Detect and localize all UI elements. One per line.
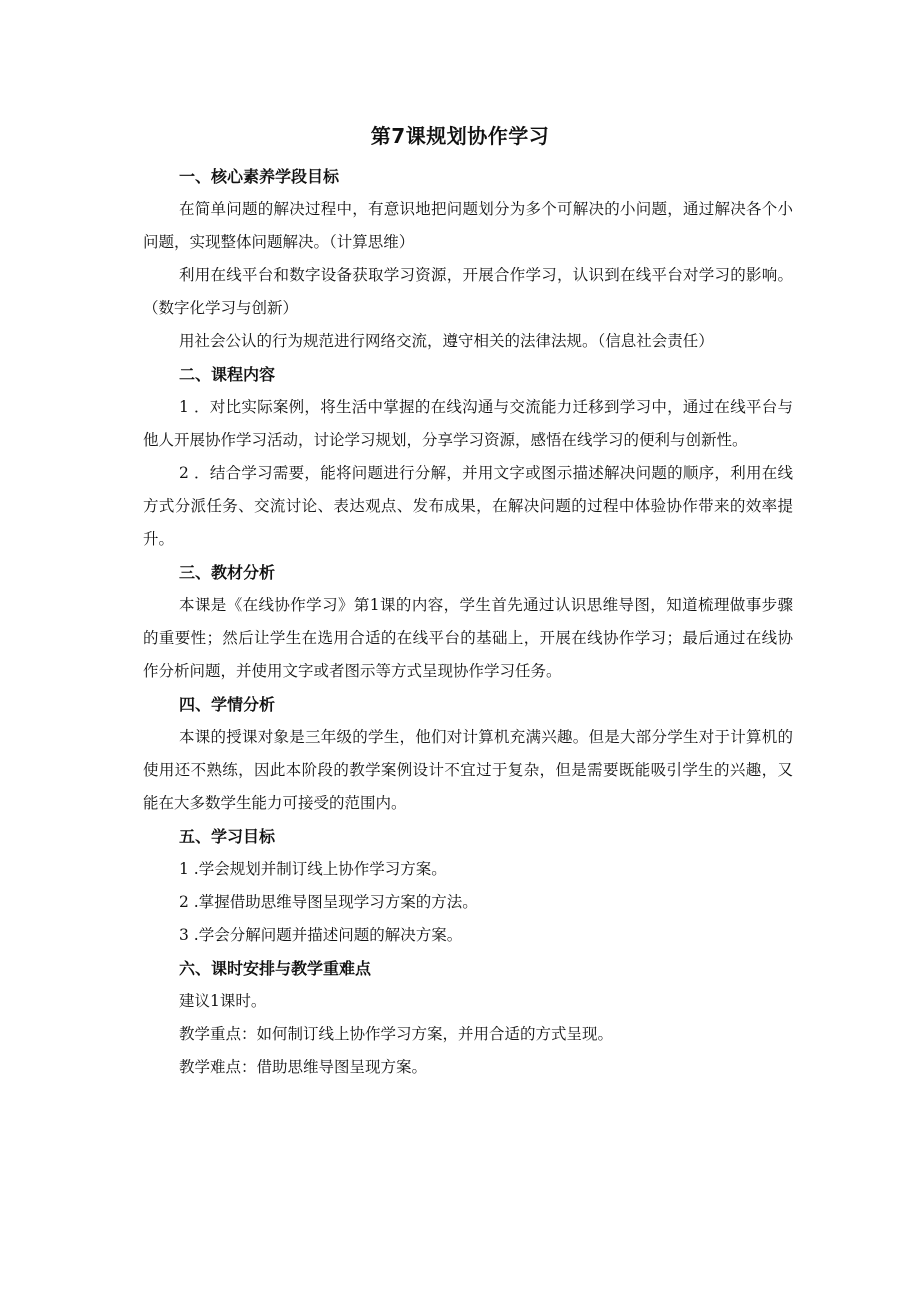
section-heading: 三、教材分析 <box>179 563 276 582</box>
list-item: 3 .学会分解问题并描述问题的解决方案。 <box>179 926 463 944</box>
list-item: 建议1课时。 <box>179 992 267 1010</box>
list-item: 2 .掌握借助思维导图呈现学习方案的方法。 <box>179 893 478 911</box>
section-core-literacy-goals <box>143 160 793 358</box>
section-heading: 一、核心素养学段目标 <box>179 167 340 186</box>
paragraph: 2 ．结合学习需要，能将问题进行分解，并用文字或图示描述解决问题的顺序，利用在线方式分派任务、交流讨论、表达观点、发布成果，在解决问题的过程中体验协作带来的效率提升。 <box>143 464 793 548</box>
paragraph: 1 ．对比实际案例，将生活中掌握的在线沟通与交流能力迁移到学习中，通过在线平台与他人开展协作学习活动，讨论学习规划，分享学习资源，感悟在线学习的便利与创新性。 <box>143 398 793 449</box>
section-heading: 二、课程内容 <box>179 365 276 384</box>
paragraph: 用社会公认的行为规范进行网络交流，遵守相关的法律法规。（信息社会责任） <box>179 332 714 350</box>
section-heading: 五、学习目标 <box>179 827 276 846</box>
list-item: 教学重点：如何制订线上协作学习方案，并用合适的方式呈现。 <box>179 1025 614 1043</box>
section-heading: 四、学情分析 <box>179 695 276 714</box>
list-item: 教学难点：借助思维导图呈现方案。 <box>179 1058 428 1076</box>
page-title: 第7课规划协作学习 <box>370 124 550 148</box>
section-student-analysis <box>143 688 793 820</box>
section-schedule-and-key-points <box>143 952 793 1084</box>
list-item: 1 .学会规划并制订线上协作学习方案。 <box>179 860 447 878</box>
section-learning-objectives <box>143 820 793 952</box>
section-heading: 六、课时安排与教学重难点 <box>179 959 372 978</box>
paragraph: 利用在线平台和数字设备获取学习资源，开展合作学习，认识到在线平台对学习的影响。（数字化学习与创新） <box>143 266 793 317</box>
paragraph: 本课的授课对象是三年级的学生，他们对计算机充满兴趣。但是大部分学生对于计算机的使用还不熟练，因此本阶段的教学案例设计不宜过于复杂，但是需要既能吸引学生的兴趣，又能在大多数学生能力可接受的范围内。 <box>143 728 793 812</box>
document-body <box>143 160 793 1084</box>
paragraph: 本课是《在线协作学习》第1课的内容，学生首先通过认识思维导图，知道梳理做事步骤的重要性；然后让学生在选用合适的在线平台的基础上，开展在线协作学习；最后通过在线协作分析问题，并使用文字或者图示等方式呈现协作学习任务。 <box>143 596 793 680</box>
section-textbook-analysis <box>143 556 793 688</box>
section-course-content <box>143 358 793 556</box>
paragraph: 在简单问题的解决过程中，有意识地把问题划分为多个可解决的小问题，通过解决各个小问题，实现整体问题解决。（计算思维） <box>143 200 793 251</box>
